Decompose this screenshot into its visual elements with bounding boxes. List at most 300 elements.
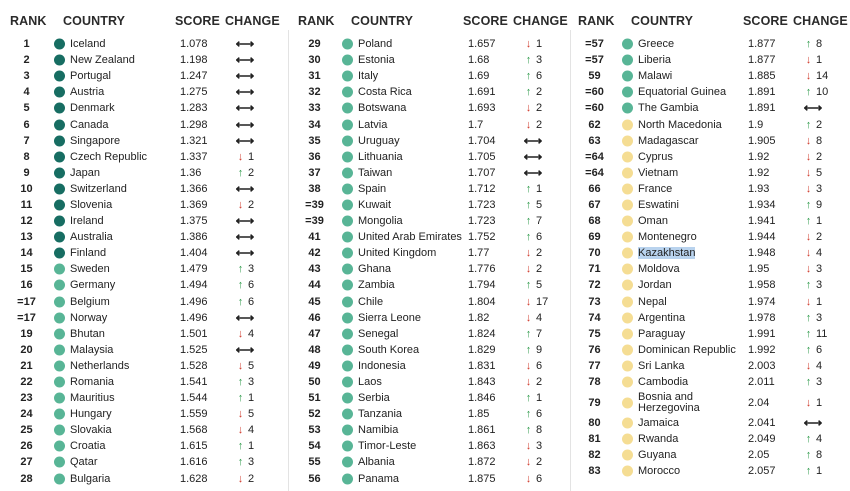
arrow-down-icon: ↓ <box>805 263 812 276</box>
change-cell <box>235 52 279 68</box>
score-dot-icon <box>622 344 633 355</box>
change-value: 3 <box>248 376 255 389</box>
change-value: 14 <box>816 70 829 83</box>
score-cell: 1.944 <box>748 231 776 244</box>
arrow-up-icon: ↑ <box>525 343 532 356</box>
rank-cell: 51 <box>308 392 321 405</box>
arrow-down-icon: ↓ <box>805 70 812 83</box>
rank-cell: 46 <box>308 311 321 324</box>
rank-cell: 25 <box>20 424 33 437</box>
change-cell <box>803 151 847 163</box>
country-cell: Germany <box>70 279 116 292</box>
rank-cell: 33 <box>308 102 321 115</box>
country-cell: Denmark <box>70 102 115 115</box>
score-cell: 1.615 <box>180 440 208 453</box>
change-value: 7 <box>536 215 543 228</box>
rank-cell: 67 <box>588 198 601 211</box>
change-value: 2 <box>816 150 823 163</box>
score-cell: 1.846 <box>468 392 496 405</box>
country-cell: Namibia <box>358 424 399 437</box>
score-cell: 1.541 <box>180 376 208 389</box>
score-cell: 1.559 <box>180 408 208 421</box>
change-cell <box>235 229 279 245</box>
score-dot-icon <box>342 103 353 114</box>
rank-cell: 13 <box>20 231 33 244</box>
score-dot-icon <box>622 39 633 50</box>
arrow-down-icon: ↓ <box>237 327 244 340</box>
change-cell <box>803 433 847 445</box>
score-dot-icon <box>54 425 65 436</box>
change-value: 2 <box>248 472 255 485</box>
score-dot-icon <box>54 264 65 275</box>
change-cell <box>235 133 279 149</box>
country-cell: Taiwan <box>358 166 393 179</box>
change-value: 3 <box>816 376 823 389</box>
change-value: 3 <box>816 279 823 292</box>
rank-cell: =64 <box>585 166 604 179</box>
arrow-up-icon: ↑ <box>525 392 532 405</box>
arrow-up-icon: ↑ <box>805 343 812 356</box>
change-value: 3 <box>248 456 255 469</box>
rank-cell: 76 <box>588 343 601 356</box>
arrow-up-icon: ↑ <box>805 118 812 131</box>
rank-cell: 20 <box>20 343 33 356</box>
arrow-down-icon: ↓ <box>805 166 812 179</box>
score-cell: 1.712 <box>468 182 496 195</box>
score-dot-icon <box>342 409 353 420</box>
score-cell: 2.05 <box>748 449 770 462</box>
rank-cell: 66 <box>588 182 601 195</box>
rank-cell: 34 <box>308 118 321 131</box>
change-value: 1 <box>248 440 255 453</box>
rank-cell: 37 <box>308 166 321 179</box>
change-cell <box>235 328 279 340</box>
score-cell: 1.824 <box>468 327 496 340</box>
change-value: 1 <box>248 150 255 163</box>
score-cell: 1.369 <box>180 198 208 211</box>
score-cell: 1.974 <box>748 295 776 308</box>
rank-cell: 73 <box>588 295 601 308</box>
change-cell <box>803 135 847 147</box>
rank-cell: 23 <box>20 392 33 405</box>
change-cell <box>523 215 567 227</box>
column-divider <box>570 30 571 491</box>
score-cell: 1.616 <box>180 456 208 469</box>
score-cell: 1.283 <box>180 102 208 115</box>
score-cell: 1.863 <box>468 440 496 453</box>
change-cell <box>235 376 279 388</box>
rank-cell: 52 <box>308 408 321 421</box>
score-cell: 1.247 <box>180 70 208 83</box>
rank-cell: =39 <box>305 198 324 211</box>
change-cell <box>803 263 847 275</box>
arrow-down-icon: ↓ <box>805 247 812 260</box>
arrow-up-icon: ↑ <box>525 54 532 67</box>
change-cell <box>235 342 279 358</box>
change-value: 2 <box>536 86 543 99</box>
change-cell <box>803 100 847 116</box>
country-cell: Cambodia <box>638 376 689 389</box>
score-dot-icon <box>54 135 65 146</box>
change-cell <box>235 473 279 485</box>
change-cell <box>235 245 279 261</box>
arrow-down-icon: ↓ <box>525 359 532 372</box>
no-change-icon: ⟷ <box>803 415 823 431</box>
score-cell: 1.885 <box>748 70 776 83</box>
arrow-down-icon: ↓ <box>237 198 244 211</box>
change-cell <box>235 68 279 84</box>
country-cell: Canada <box>70 118 109 131</box>
score-dot-icon <box>54 119 65 130</box>
rank-cell: =39 <box>305 215 324 228</box>
country-cell: Madagascar <box>638 134 699 147</box>
change-cell <box>803 38 847 50</box>
arrow-down-icon: ↓ <box>525 118 532 131</box>
change-value: 1 <box>816 54 823 67</box>
arrow-up-icon: ↑ <box>805 215 812 228</box>
score-cell: 1.804 <box>468 295 496 308</box>
country-cell: Japan <box>70 166 100 179</box>
score-dot-icon <box>54 167 65 178</box>
arrow-up-icon: ↑ <box>805 38 812 51</box>
country-cell: Indonesia <box>358 359 406 372</box>
country-cell: Sweden <box>70 263 110 276</box>
country-cell: Sierra Leone <box>358 311 421 324</box>
score-cell: 1.386 <box>180 231 208 244</box>
change-cell <box>235 263 279 275</box>
rank-cell: 62 <box>588 118 601 131</box>
arrow-down-icon: ↓ <box>237 424 244 437</box>
score-cell: 1.568 <box>180 424 208 437</box>
change-value: 8 <box>816 134 823 147</box>
score-dot-icon <box>54 312 65 323</box>
score-cell: 1.705 <box>468 150 496 163</box>
score-cell: 1.366 <box>180 182 208 195</box>
score-cell: 1.69 <box>468 70 490 83</box>
score-cell: 1.494 <box>180 279 208 292</box>
country-cell: Singapore <box>70 134 121 147</box>
score-cell: 1.693 <box>468 102 496 115</box>
score-dot-icon <box>54 216 65 227</box>
country-cell: Latvia <box>358 118 388 131</box>
no-change-icon: ⟷ <box>235 52 255 68</box>
score-dot-icon <box>342 264 353 275</box>
change-cell <box>523 456 567 468</box>
no-change-icon: ⟷ <box>235 180 255 196</box>
change-cell <box>235 100 279 116</box>
no-change-icon: ⟷ <box>235 36 255 52</box>
country-cell: Paraguay <box>638 327 686 340</box>
country-cell: United Kingdom <box>358 247 437 260</box>
change-value: 6 <box>248 295 255 308</box>
change-value: 2 <box>536 376 543 389</box>
score-cell: 1.298 <box>180 118 208 131</box>
change-cell <box>803 328 847 340</box>
change-value: 4 <box>816 247 823 260</box>
arrow-up-icon: ↑ <box>237 279 244 292</box>
country-header: COUNTRY <box>631 14 694 28</box>
score-dot-icon <box>342 280 353 291</box>
no-change-icon: ⟷ <box>235 245 255 261</box>
country-cell: Oman <box>638 215 668 228</box>
arrow-down-icon: ↓ <box>525 456 532 469</box>
no-change-icon: ⟷ <box>235 341 255 357</box>
change-value: 6 <box>536 359 543 372</box>
change-value: 17 <box>536 295 549 308</box>
no-change-icon: ⟷ <box>235 132 255 148</box>
score-dot-icon <box>54 344 65 355</box>
arrow-down-icon: ↓ <box>237 359 244 372</box>
change-value: 3 <box>248 263 255 276</box>
rank-cell: 6 <box>23 118 30 131</box>
country-cell: Albania <box>358 456 395 469</box>
score-cell: 1.404 <box>180 247 208 260</box>
score-dot-icon <box>342 377 353 388</box>
change-value: 2 <box>816 231 823 244</box>
change-value: 4 <box>248 327 255 340</box>
score-dot-icon <box>622 199 633 210</box>
score-dot-icon <box>54 39 65 50</box>
change-cell <box>803 296 847 308</box>
change-cell <box>235 296 279 308</box>
rank-cell: =60 <box>585 86 604 99</box>
country-cell: Costa Rica <box>358 86 412 99</box>
rank-cell: =57 <box>585 54 604 67</box>
score-dot-icon <box>342 248 353 259</box>
score-dot-icon <box>622 360 633 371</box>
rank-cell: 38 <box>308 182 321 195</box>
country-cell: Tanzania <box>358 408 403 421</box>
change-cell <box>235 408 279 420</box>
change-cell <box>523 392 567 404</box>
country-cell: Australia <box>70 231 113 244</box>
change-value: 1 <box>536 38 543 51</box>
arrow-up-icon: ↑ <box>805 433 812 446</box>
change-cell <box>803 360 847 372</box>
country-cell: Equatorial Guinea <box>638 86 727 99</box>
rank-cell: 56 <box>308 472 321 485</box>
arrow-down-icon: ↓ <box>525 263 532 276</box>
change-cell <box>523 408 567 420</box>
score-dot-icon <box>342 296 353 307</box>
country-cell: Laos <box>358 376 382 389</box>
score-dot-icon <box>622 397 633 408</box>
change-cell <box>523 38 567 50</box>
no-change-icon: ⟷ <box>523 164 543 180</box>
country-cell: Malawi <box>638 70 673 83</box>
score-cell: 2.057 <box>748 465 776 478</box>
change-cell <box>803 231 847 243</box>
rank-cell: 48 <box>308 343 321 356</box>
score-cell: 1.275 <box>180 86 208 99</box>
score-cell: 1.704 <box>468 134 496 147</box>
change-cell <box>803 167 847 179</box>
no-change-icon: ⟷ <box>523 132 543 148</box>
change-value: 2 <box>536 102 543 115</box>
change-value: 4 <box>248 424 255 437</box>
rank-cell: 74 <box>588 311 601 324</box>
score-cell: 1.657 <box>468 38 496 51</box>
rank-cell: 50 <box>308 376 321 389</box>
score-dot-icon <box>342 425 353 436</box>
country-cell: Iceland <box>70 38 106 51</box>
score-dot-icon <box>622 434 633 445</box>
rank-cell: 59 <box>588 70 601 83</box>
change-value: 1 <box>816 396 823 409</box>
change-cell <box>803 70 847 82</box>
arrow-down-icon: ↓ <box>525 38 532 51</box>
rank-cell: 8 <box>23 150 30 163</box>
arrow-down-icon: ↓ <box>805 134 812 147</box>
country-cell: Austria <box>70 86 105 99</box>
score-cell: 1.794 <box>468 279 496 292</box>
score-dot-icon <box>342 457 353 468</box>
arrow-down-icon: ↓ <box>525 440 532 453</box>
arrow-up-icon: ↑ <box>525 327 532 340</box>
country-cell: Belgium <box>70 295 110 308</box>
arrow-up-icon: ↑ <box>525 279 532 292</box>
rank-cell: 15 <box>20 263 33 276</box>
change-cell <box>235 151 279 163</box>
rank-cell: 49 <box>308 359 321 372</box>
change-value: 5 <box>536 198 543 211</box>
score-dot-icon <box>622 151 633 162</box>
rank-cell: 26 <box>20 440 33 453</box>
change-cell <box>523 360 567 372</box>
score-header: SCORE <box>743 14 788 28</box>
score-dot-icon <box>54 103 65 114</box>
country-cell: Eswatini <box>638 198 679 211</box>
score-cell: 1.628 <box>180 472 208 485</box>
change-value: 6 <box>536 70 543 83</box>
score-cell: 1.948 <box>748 247 776 260</box>
country-cell: Jamaica <box>638 417 679 430</box>
rank-cell: 12 <box>20 215 33 228</box>
rank-cell: 29 <box>308 38 321 51</box>
change-cell <box>235 279 279 291</box>
score-cell: 2.041 <box>748 417 776 430</box>
rank-cell: 10 <box>20 182 33 195</box>
arrow-up-icon: ↑ <box>525 424 532 437</box>
rank-header: RANK <box>298 14 335 28</box>
score-dot-icon <box>622 183 633 194</box>
rank-cell: 63 <box>588 134 601 147</box>
score-dot-icon <box>54 360 65 371</box>
change-cell <box>523 376 567 388</box>
change-value: 3 <box>816 263 823 276</box>
country-cell: Ireland <box>70 215 104 228</box>
arrow-up-icon: ↑ <box>525 182 532 195</box>
change-cell <box>523 279 567 291</box>
score-dot-icon <box>622 264 633 275</box>
country-cell: Panama <box>358 472 399 485</box>
country-cell: Czech Republic <box>70 150 148 163</box>
score-dot-icon <box>622 450 633 461</box>
change-cell <box>235 36 279 52</box>
score-dot-icon <box>342 119 353 130</box>
score-dot-icon <box>54 183 65 194</box>
score-dot-icon <box>54 151 65 162</box>
country-cell: Kazakhstan <box>638 247 696 260</box>
country-cell: Norway <box>70 311 108 324</box>
arrow-up-icon: ↑ <box>525 408 532 421</box>
change-value: 6 <box>536 472 543 485</box>
score-cell: 2.049 <box>748 433 776 446</box>
arrow-down-icon: ↓ <box>805 150 812 163</box>
change-header: CHANGE <box>225 14 280 28</box>
score-dot-icon <box>622 55 633 66</box>
country-cell: United Arab Emirates <box>358 231 462 244</box>
rank-cell: 19 <box>20 327 33 340</box>
score-dot-icon <box>342 183 353 194</box>
change-cell <box>235 424 279 436</box>
rank-cell: 79 <box>588 396 601 409</box>
arrow-up-icon: ↑ <box>237 376 244 389</box>
score-cell: 1.198 <box>180 54 208 67</box>
score-dot-icon <box>342 216 353 227</box>
change-cell <box>523 328 567 340</box>
score-cell: 1.707 <box>468 166 496 179</box>
score-cell: 1.93 <box>748 182 770 195</box>
change-value: 5 <box>248 359 255 372</box>
score-cell: 1.776 <box>468 263 496 276</box>
score-dot-icon <box>622 377 633 388</box>
score-dot-icon <box>622 167 633 178</box>
rank-header: RANK <box>578 14 615 28</box>
country-cell: Nepal <box>638 295 667 308</box>
change-value: 8 <box>536 424 543 437</box>
score-cell: 1.978 <box>748 311 776 324</box>
rank-cell: 54 <box>308 440 321 453</box>
score-dot-icon <box>54 328 65 339</box>
country-cell: Estonia <box>358 54 395 67</box>
change-cell <box>803 215 847 227</box>
arrow-down-icon: ↓ <box>525 247 532 260</box>
change-cell <box>523 133 567 149</box>
change-value: 1 <box>536 392 543 405</box>
arrow-up-icon: ↑ <box>805 86 812 99</box>
change-value: 9 <box>536 343 543 356</box>
change-cell <box>803 247 847 259</box>
country-cell: Spain <box>358 182 387 195</box>
country-header: COUNTRY <box>63 14 126 28</box>
country-cell: Finland <box>70 247 107 260</box>
change-value: 6 <box>536 231 543 244</box>
country-cell: South Korea <box>358 343 420 356</box>
no-change-icon: ⟷ <box>235 84 255 100</box>
rank-cell: 69 <box>588 231 601 244</box>
score-dot-icon <box>54 473 65 484</box>
score-cell: 2.003 <box>748 359 776 372</box>
change-cell <box>803 183 847 195</box>
rank-cell: 77 <box>588 359 601 372</box>
rank-cell: 16 <box>20 279 33 292</box>
rank-cell: 71 <box>588 263 601 276</box>
rank-cell: 75 <box>588 327 601 340</box>
change-cell <box>523 231 567 243</box>
score-dot-icon <box>54 393 65 404</box>
change-value: 2 <box>536 247 543 260</box>
rank-cell: 70 <box>588 247 601 260</box>
change-cell <box>803 199 847 211</box>
country-cell: Switzerland <box>70 182 127 195</box>
change-value: 8 <box>816 449 823 462</box>
arrow-down-icon: ↓ <box>525 376 532 389</box>
change-value: 2 <box>536 263 543 276</box>
score-dot-icon <box>342 328 353 339</box>
score-dot-icon <box>342 55 353 66</box>
change-cell <box>803 376 847 388</box>
